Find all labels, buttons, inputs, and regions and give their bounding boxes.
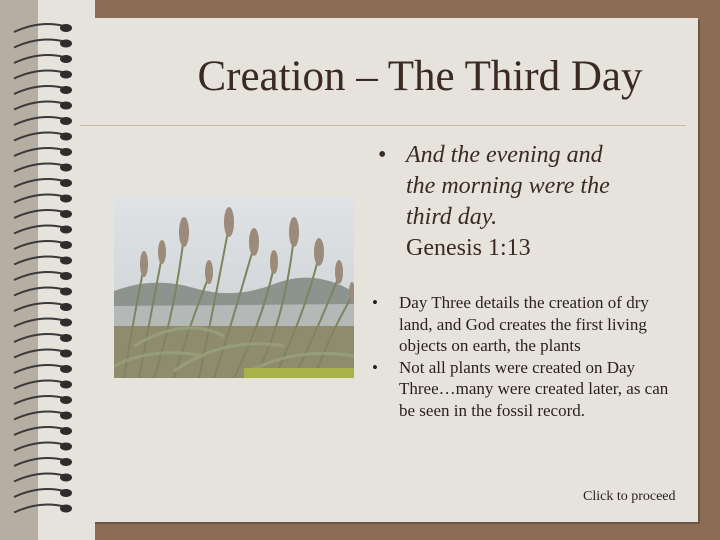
grass-photo xyxy=(114,196,354,378)
slide-title: Creation – The Third Day xyxy=(197,53,643,100)
coil-ring xyxy=(14,24,72,32)
coil-ring xyxy=(14,71,72,79)
point-bullet: • xyxy=(372,357,378,377)
coil-ring xyxy=(14,55,72,63)
list-item xyxy=(372,292,672,357)
coil-ring xyxy=(14,365,72,373)
point-bullet: • xyxy=(372,293,378,312)
coil-ring xyxy=(14,427,72,435)
coil-ring xyxy=(14,288,72,296)
coil-ring xyxy=(14,195,72,203)
grass-photo-icon xyxy=(114,196,354,378)
verse-reference: Genesis 1:13 xyxy=(406,235,531,261)
coil-ring xyxy=(14,489,72,497)
verse-line: the morning were the xyxy=(406,173,610,199)
coil-ring xyxy=(14,241,72,249)
coil-ring xyxy=(14,412,72,420)
coil-ring xyxy=(14,396,72,404)
verse-bullet: • xyxy=(378,142,387,168)
coil-ring xyxy=(14,226,72,234)
spiral-binding-icon xyxy=(0,0,95,540)
coil-ring xyxy=(14,319,72,327)
point-text: Not all plants were created on Day Three…many were created later, as can be seen in the fossil record. xyxy=(399,357,669,420)
verse-block xyxy=(378,140,678,264)
list-item xyxy=(372,357,672,422)
verse-line: third day. xyxy=(406,204,498,230)
coil-ring xyxy=(14,334,72,342)
coil-ring xyxy=(14,133,72,141)
coil-ring xyxy=(14,303,72,311)
point-list xyxy=(372,292,672,421)
point-text: Day Three details the creation of dry land, and God creates the first living objects on earth, the plants xyxy=(399,293,649,355)
coil-ring xyxy=(14,179,72,187)
coil-ring xyxy=(14,117,72,125)
coil-ring xyxy=(14,86,72,94)
coil-ring xyxy=(14,443,72,451)
coil-ring xyxy=(14,474,72,482)
verse-line: And the evening and xyxy=(406,142,603,168)
proceed-link[interactable]: Click to proceed xyxy=(583,489,676,504)
coil-ring xyxy=(14,164,72,172)
coil-ring xyxy=(14,381,72,389)
coil-ring xyxy=(14,210,72,218)
coil-ring xyxy=(14,458,72,466)
title-divider xyxy=(80,125,686,126)
coil-ring xyxy=(14,40,72,48)
coil-ring xyxy=(14,272,72,280)
coil-ring xyxy=(14,350,72,358)
coil-ring xyxy=(14,102,72,110)
coil-ring xyxy=(14,257,72,265)
coil-ring xyxy=(14,505,72,513)
coil-ring xyxy=(14,148,72,156)
